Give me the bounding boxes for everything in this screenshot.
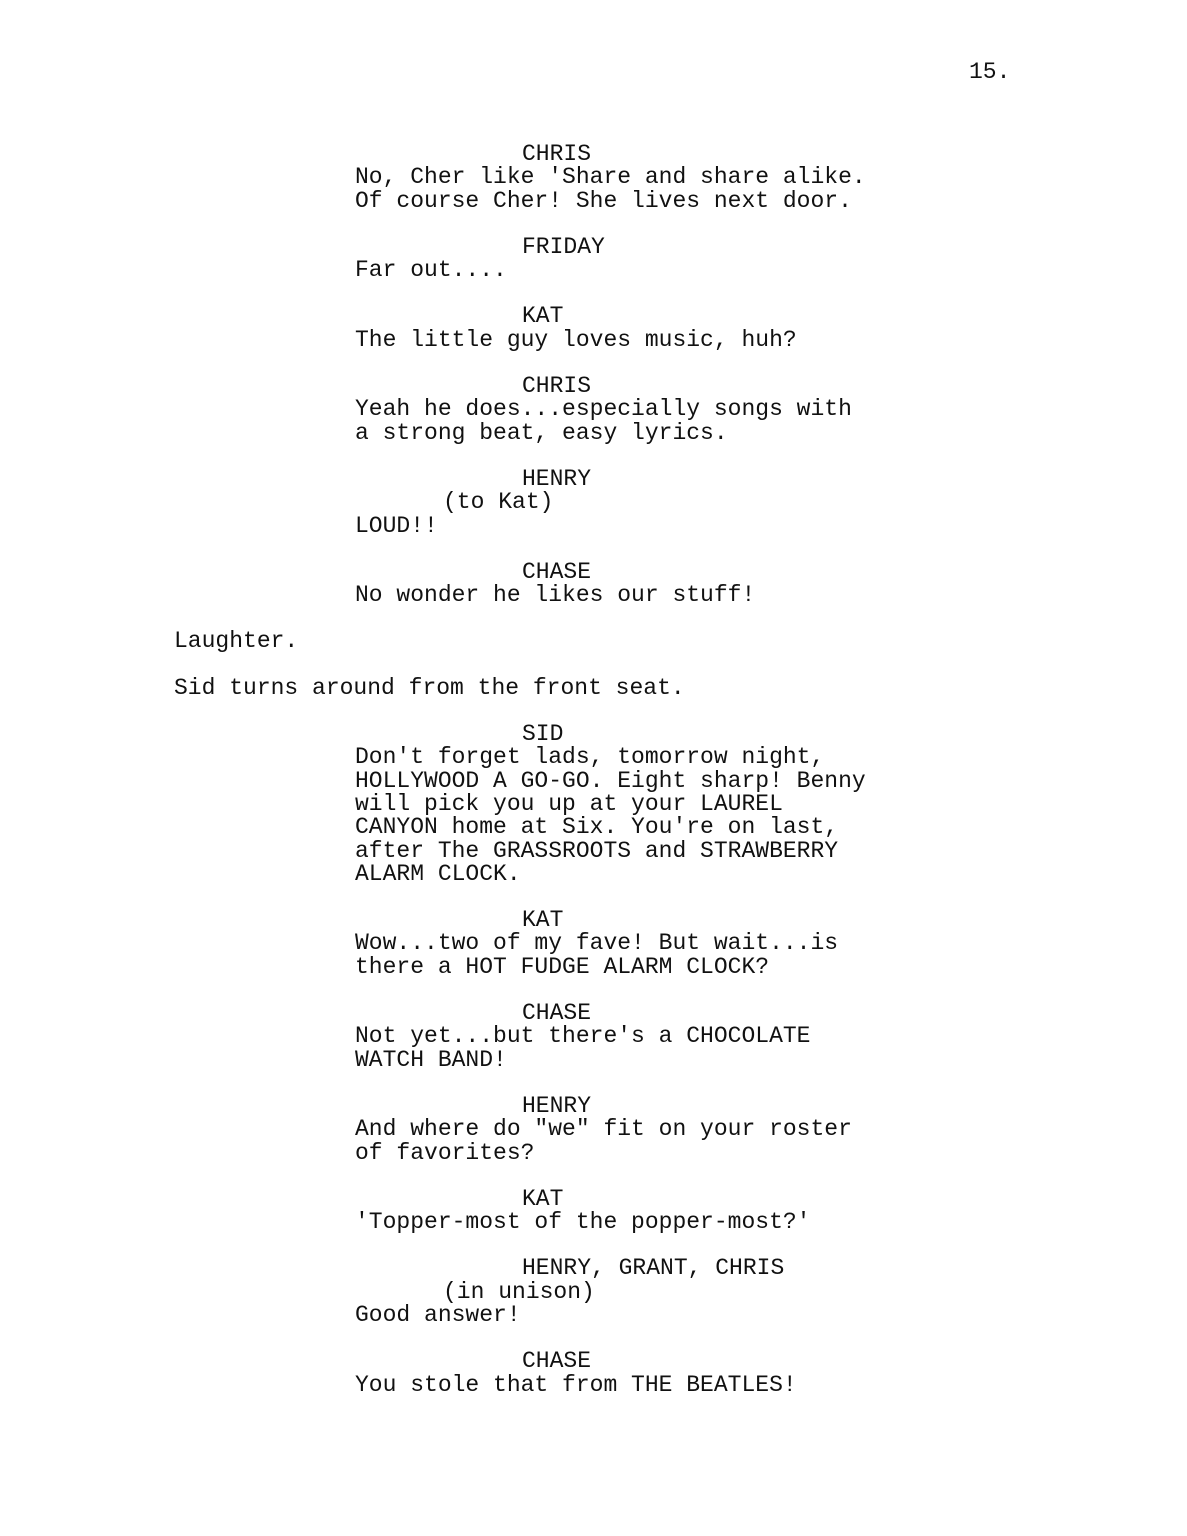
dialogue-line: 'Topper-most of the popper-most?' xyxy=(355,1209,811,1236)
dialogue-line: CANYON home at Six. You're on last, xyxy=(355,814,839,841)
dialogue-line: ALARM CLOCK. xyxy=(355,860,521,887)
dialogue-line: of favorites? xyxy=(355,1139,535,1166)
character-name: HENRY xyxy=(522,465,592,492)
dialogue-block xyxy=(0,305,1187,352)
dialogue-line: after The GRASSROOTS and STRAWBERRY xyxy=(355,837,839,864)
page-number: 15. xyxy=(969,59,1011,85)
dialogue-line: there a HOT FUDGE ALARM CLOCK? xyxy=(355,953,770,980)
dialogue-block xyxy=(0,143,1187,213)
parenthetical: (to Kat) xyxy=(443,489,554,516)
dialogue-block xyxy=(0,1350,1187,1397)
character-name: CHRIS xyxy=(522,141,592,167)
dialogue-line: Good answer! xyxy=(355,1301,521,1328)
dialogue-block xyxy=(0,723,1187,886)
dialogue-block xyxy=(0,1257,1187,1327)
dialogue-line: LOUD!! xyxy=(355,512,438,539)
dialogue-line: Not yet...but there's a CHOCOLATE xyxy=(355,1023,811,1050)
character-name: HENRY xyxy=(522,1092,592,1119)
action-block xyxy=(0,674,1187,701)
dialogue-block xyxy=(0,558,1187,609)
character-name: HENRY, GRANT, CHRIS xyxy=(522,1255,785,1282)
dialogue-line: And where do "we" fit on your roster xyxy=(355,1116,852,1143)
dialogue-line: No wonder he likes our stuff! xyxy=(355,582,756,609)
dialogue-block xyxy=(0,1092,1187,1166)
character-name: KAT xyxy=(522,303,564,330)
character-name: SID xyxy=(522,721,564,748)
dialogue-block xyxy=(0,465,1187,539)
script-body xyxy=(0,143,1187,1420)
dialogue-line: Wow...two of my fave! But wait...is xyxy=(355,930,839,957)
character-name: CHASE xyxy=(522,1000,592,1027)
dialogue-line: a strong beat, easy lyrics. xyxy=(355,419,728,446)
character-name: CHASE xyxy=(522,1348,592,1375)
dialogue-block xyxy=(0,375,1187,445)
action-line: Sid turns around from the front seat. xyxy=(174,674,685,701)
dialogue-line: Far out.... xyxy=(355,257,507,284)
dialogue-block xyxy=(0,233,1187,284)
parenthetical: (in unison) xyxy=(443,1278,595,1305)
dialogue-line: Of course Cher! She lives next door. xyxy=(355,187,852,214)
character-name: KAT xyxy=(522,1185,564,1212)
dialogue-block xyxy=(0,1002,1187,1072)
dialogue-line: will pick you up at your LAUREL xyxy=(355,790,783,817)
character-name: FRIDAY xyxy=(522,233,605,260)
action-line: Laughter. xyxy=(174,628,299,655)
dialogue-line: WATCH BAND! xyxy=(355,1046,507,1073)
action-block xyxy=(0,630,1187,653)
character-name: KAT xyxy=(522,907,564,934)
character-name: CHRIS xyxy=(522,373,592,400)
dialogue-line: The little guy loves music, huh? xyxy=(355,326,797,353)
dialogue-block xyxy=(0,1185,1187,1236)
dialogue-line: Don't forget lads, tomorrow night, xyxy=(355,744,825,771)
dialogue-line: HOLLYWOOD A GO-GO. Eight sharp! Benny xyxy=(355,767,866,794)
character-name: CHASE xyxy=(522,558,592,585)
dialogue-line: No, Cher like 'Share and share alike. xyxy=(355,164,866,191)
dialogue-line: You stole that from THE BEATLES! xyxy=(355,1371,797,1398)
dialogue-block xyxy=(0,909,1187,979)
dialogue-line: Yeah he does...especially songs with xyxy=(355,396,852,423)
